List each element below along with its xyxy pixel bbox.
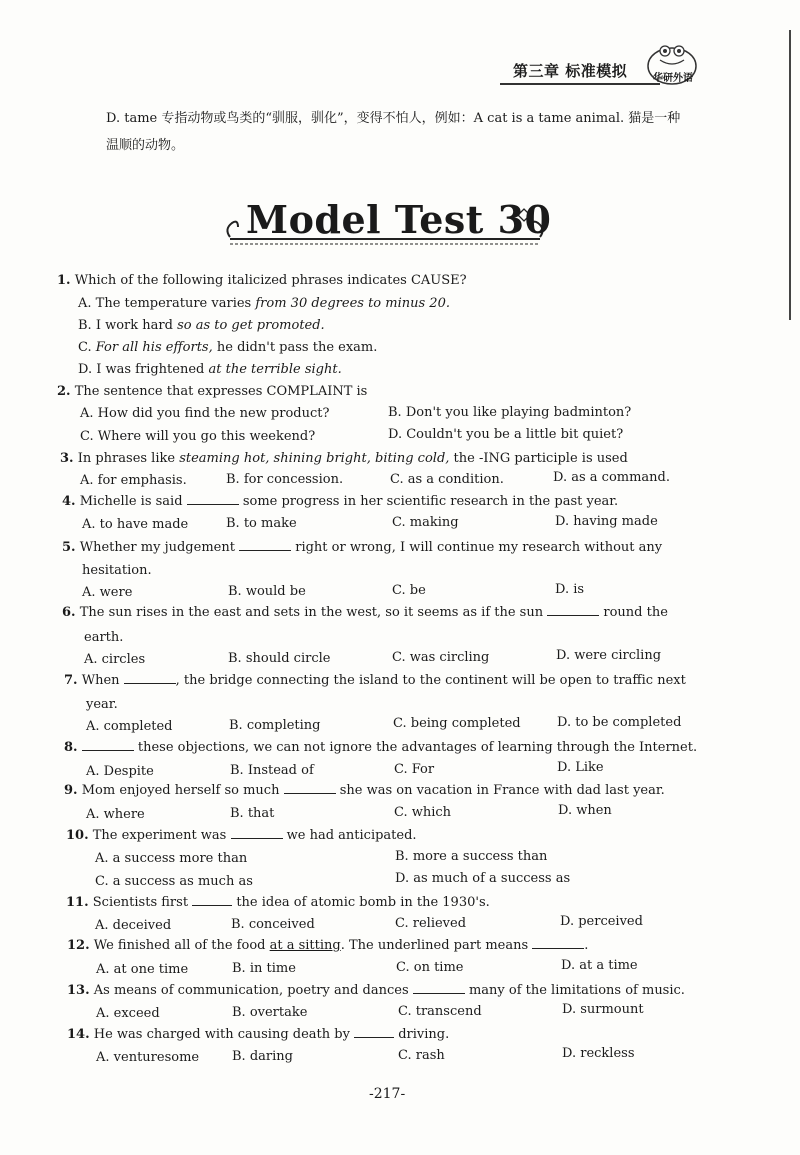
option-a: A. completed xyxy=(86,719,173,734)
option-b: B. to make xyxy=(226,516,297,531)
option-d: D. were circling xyxy=(556,648,662,663)
option-b: B. daring xyxy=(232,1049,293,1064)
question-6-continuation: earth. xyxy=(84,630,124,645)
answer-blank xyxy=(354,1027,394,1038)
answer-blank xyxy=(231,828,283,839)
option-b: B. should circle xyxy=(228,651,331,666)
option-b: B. for concession. xyxy=(226,472,344,487)
option-a: A. circles xyxy=(84,652,146,667)
option-b: B. Don't you like playing badminton? xyxy=(388,405,632,420)
question-12: 12. We finished all of the food at a sitting. The underlined part means . xyxy=(67,938,589,953)
option-b: B. that xyxy=(230,806,275,821)
question-10: 10. The experiment was we had anticipated. xyxy=(66,828,417,843)
option-a: A. where xyxy=(86,807,145,822)
note-line-1: D. tame 专指动物或鸟类的“驯服，驯化”，变得不怕人，例如：A cat is a tame animal. 猫是一种 xyxy=(106,111,681,126)
question-3: 3. In phrases like steaming hot, shining bright, biting cold, the -ING participle is used xyxy=(60,451,628,466)
option-b: B. more a success than xyxy=(395,849,548,864)
option-c: C. Where will you go this weekend? xyxy=(80,429,316,444)
option-a: A. were xyxy=(82,585,133,600)
question-7: 7. When , the bridge connecting the island to the continent will be open to traffic next xyxy=(64,673,686,688)
question-stem: Which of the following italicized phrases indicates CAUSE? xyxy=(74,273,467,288)
option-d: D. when xyxy=(558,803,612,818)
option-c: C. being completed xyxy=(393,716,521,731)
question-number: 1. xyxy=(57,273,71,288)
logo-text: 华研外语 xyxy=(653,73,693,84)
answer-blank xyxy=(413,983,465,994)
question-14: 14. He was charged with causing death by driving. xyxy=(67,1027,450,1042)
option-c: C. was circling xyxy=(392,650,490,665)
option-d: D. having made xyxy=(555,514,658,529)
test-title: Model Test 30 xyxy=(246,197,552,242)
answer-blank xyxy=(192,895,232,906)
option-c: C. transcend xyxy=(398,1004,482,1019)
option-a: A. at one time xyxy=(96,962,189,977)
option-c: C. For all his efforts, he didn't pass the exam. xyxy=(78,340,378,355)
option-d: D. Couldn't you be a little bit quiet? xyxy=(388,427,624,442)
answer-blank xyxy=(124,673,176,684)
option-b: B. in time xyxy=(232,961,296,976)
option-b: B. Instead of xyxy=(230,763,314,778)
answer-note xyxy=(106,105,706,159)
option-c: C. on time xyxy=(396,960,464,975)
question-13: 13. As means of communication, poetry and dances many of the limitations of music. xyxy=(67,983,685,998)
question-5: 5. Whether my judgement right or wrong, I will continue my research without any xyxy=(62,540,663,555)
question-6: 6. The sun rises in the east and sets in the west, so it seems as if the sun round the xyxy=(62,605,668,620)
option-a: A. Despite xyxy=(86,764,154,779)
header-rule xyxy=(500,83,660,85)
option-c: C. as a condition. xyxy=(390,472,504,487)
question-8: 8. these objections, we can not ignore the advantages of learning through the Internet. xyxy=(64,740,698,755)
answer-blank xyxy=(532,938,584,949)
chapter-title: 第三章 标准模拟 xyxy=(513,62,628,80)
option-a: A. How did you find the new product? xyxy=(80,406,330,421)
option-c: C. For xyxy=(394,762,435,777)
note-line-2: 温顺的动物。 xyxy=(106,138,185,153)
option-d: D. at a time xyxy=(561,958,638,973)
option-b: B. completing xyxy=(229,718,321,733)
option-d: D. surmount xyxy=(562,1002,644,1017)
answer-blank xyxy=(82,740,134,751)
question-2: 2. The sentence that expresses COMPLAINT is xyxy=(57,384,368,399)
question-4: 4. Michelle is said some progress in her scientific research in the past year. xyxy=(62,494,619,509)
page-number: -217- xyxy=(369,1086,406,1102)
option-d: D. is xyxy=(555,582,585,597)
answer-blank xyxy=(284,783,336,794)
option-d: D. I was frightened at the terrible sight. xyxy=(78,362,342,377)
option-a: A. for emphasis. xyxy=(80,473,187,488)
option-b: B. overtake xyxy=(232,1005,308,1020)
option-c: C. relieved xyxy=(395,916,467,931)
answer-blank xyxy=(547,605,599,616)
option-c: C. which xyxy=(394,805,452,820)
question-11: 11. Scientists first the idea of atomic bomb in the 1930's. xyxy=(66,895,490,910)
option-d: D. reckless xyxy=(562,1046,635,1061)
option-a: A. to have made xyxy=(82,517,189,532)
option-b: B. conceived xyxy=(231,917,315,932)
option-b: B. would be xyxy=(228,584,306,599)
question-9: 9. Mom enjoyed herself so much she was on vacation in France with dad last year. xyxy=(64,783,665,798)
option-d: D. as much of a success as xyxy=(395,871,571,886)
question-1 xyxy=(57,273,467,288)
option-d: D. perceived xyxy=(560,914,643,929)
option-c: C. a success as much as xyxy=(95,874,253,889)
answer-blank xyxy=(239,540,291,551)
question-5-continuation: hesitation. xyxy=(82,563,152,578)
option-d: D. Like xyxy=(557,760,604,775)
option-d: D. to be completed xyxy=(557,715,682,730)
option-c: C. rash xyxy=(398,1048,445,1063)
option-b: B. I work hard so as to get promoted. xyxy=(78,318,325,333)
option-a: A. a success more than xyxy=(95,851,248,866)
option-a: A. deceived xyxy=(95,918,172,933)
page-edge-line xyxy=(789,30,791,320)
option-a: A. exceed xyxy=(96,1006,160,1021)
option-c: C. making xyxy=(392,515,459,530)
question-7-continuation: year. xyxy=(86,697,118,712)
option-d: D. as a command. xyxy=(553,470,670,485)
option-a: A. venturesome xyxy=(96,1050,200,1065)
test-title-banner xyxy=(222,195,552,251)
option-a: A. The temperature varies from 30 degrees to minus 20. xyxy=(78,296,450,311)
answer-blank xyxy=(187,494,239,505)
option-c: C. be xyxy=(392,583,426,598)
